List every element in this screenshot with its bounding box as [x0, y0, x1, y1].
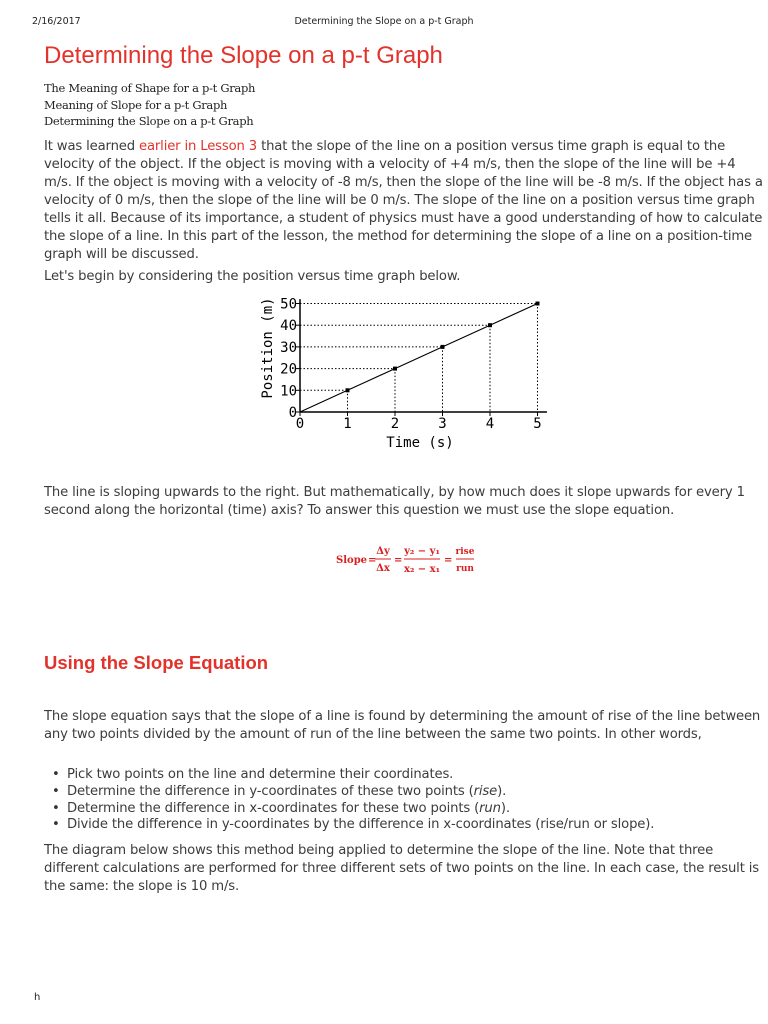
list-item: • Determine the difference in x-coordinates for these two points (run). [50, 801, 750, 818]
y-tick-label: 30 [280, 339, 297, 356]
y-tick-label: 40 [280, 318, 297, 335]
data-point [441, 345, 445, 349]
chart-line [300, 304, 538, 413]
equation-equals-3: = [444, 555, 453, 566]
lesson3-link[interactable]: earlier in Lesson 3 [139, 139, 258, 154]
list-item: • Divide the difference in y-coordinates by the difference in x-coordinates (rise/run or slope). [50, 817, 750, 834]
data-point [393, 367, 397, 371]
print-date: 2/16/2017 [32, 16, 81, 27]
print-title: Determining the Slope on a p-t Graph [294, 16, 474, 27]
subnav-link-meaning-of-slope[interactable]: Meaning of Slope for a p-t Graph [44, 97, 228, 112]
equation-equals-1: = [368, 555, 377, 566]
y-tick-label: 20 [280, 361, 297, 378]
data-line [300, 304, 538, 413]
equation-run: run [456, 564, 474, 574]
subnav-link-meaning-of-shape[interactable]: The Meaning of Shape for a p-t Graph [44, 81, 256, 95]
x-tick-label: 4 [485, 416, 495, 432]
diagram-intro-paragraph: The diagram below shows this method being applied to determine the slope of the line. Note that three different calculations are performed for three different sets of two points on the line. In each case, the result is the same: the slope is 10 m/s. [44, 843, 759, 894]
equation-rise: rise [455, 547, 475, 557]
list-item: • Determine the difference in y-coordinates of these two points (rise). [50, 784, 750, 801]
x-tick-label: 3 [438, 416, 447, 432]
page-footer-mark: h [34, 992, 41, 1003]
x-tick-label: 2 [390, 416, 400, 432]
data-point [488, 323, 492, 327]
graph-intro-paragraph: Let's begin by considering the position versus time graph below. [44, 269, 461, 284]
equation-y-difference: y₂ − y₁ [404, 546, 440, 557]
x-axis-label: Time (s) [386, 435, 454, 451]
data-point [536, 302, 540, 306]
equation-delta-x: Δx [376, 563, 390, 574]
slope-question-paragraph: The line is sloping upwards to the right. But mathematically, by how much does it slope upwards for every 1 second along the horizontal (time) axis? To answer this question we must use the slope equation. [44, 485, 745, 518]
y-tick-label: 0 [288, 405, 297, 421]
page-title: Determining the Slope on a p-t Graph [44, 42, 443, 69]
position-time-graph [250, 290, 560, 460]
x-tick-label: 5 [533, 416, 542, 432]
section-heading: Using the Slope Equation [44, 652, 269, 673]
x-tick-label: 1 [343, 416, 352, 432]
y-axis-label: Position (m) [260, 297, 276, 399]
method-steps-list [50, 767, 750, 834]
list-item: • Pick two points on the line and determine their coordinates. [50, 767, 750, 784]
y-tick-label: 10 [280, 383, 297, 400]
intro-text-post: that the slope of the line on a position versus time graph is equal to the velocity of the object. If the object is moving with a velocity of +4 m/s, then the slope of the line will be +4 m/s. If the object is moving with a velocity of -8 m/s, then the slope of the line will be -8 m/s. If the object has a velocity of 0 m/s, then the slope of the line will be 0 m/s. The slope of the line on a position versus time graph tells it all. Because of its importance, a student of physics must have a good understanding of how to calculate the slope of a line. In this part of the lesson, the method for determining the slope of a line on a position-time graph will be discussed. [44, 139, 763, 262]
y-tick-label: 50 [280, 296, 297, 313]
intro-paragraph [44, 138, 764, 264]
equation-delta-y: Δy [376, 546, 390, 557]
equation-x-difference: x₂ − x₁ [403, 564, 441, 575]
subnav [44, 80, 255, 130]
print-header [32, 16, 736, 30]
subnav-link-determining-slope[interactable]: Determining the Slope on a p-t Graph [44, 114, 254, 128]
equation-slope-label: Slope [336, 555, 368, 566]
data-point [346, 388, 350, 392]
equation-equals-2: = [394, 555, 403, 566]
slope-equation [334, 541, 494, 581]
intro-text-pre: It was learned [44, 139, 140, 154]
slope-method-paragraph: The slope equation says that the slope of a line is found by determining the amount of rise of the line between any two points divided by the amount of run of the line between the same two points. In other words, [44, 709, 761, 742]
x-tick-label: 0 [295, 416, 305, 432]
